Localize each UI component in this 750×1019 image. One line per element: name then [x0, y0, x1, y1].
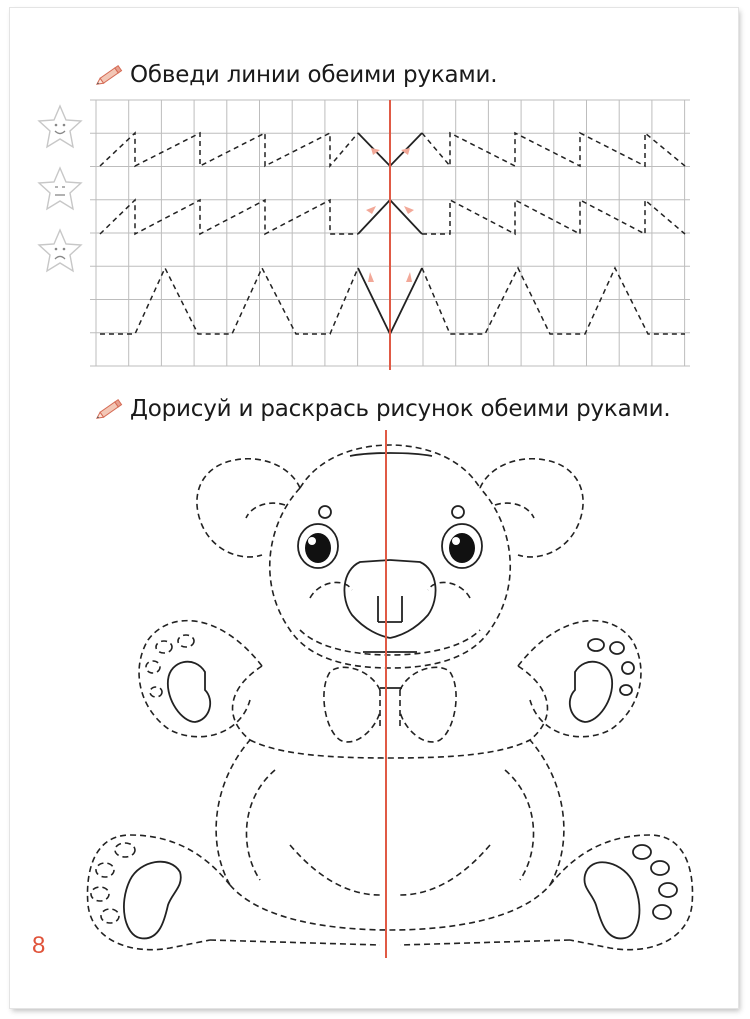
page-number: 8	[32, 932, 46, 959]
bear-eye-highlights	[308, 537, 460, 545]
bear-eye-pupils	[305, 533, 475, 563]
bear-outline-dashed[interactable]	[87, 445, 692, 950]
instruction-text: Обведи линии обеими руками.	[130, 62, 498, 88]
instruction-text: Дорисуй и раскрась рисунок обеими руками.	[130, 396, 671, 422]
